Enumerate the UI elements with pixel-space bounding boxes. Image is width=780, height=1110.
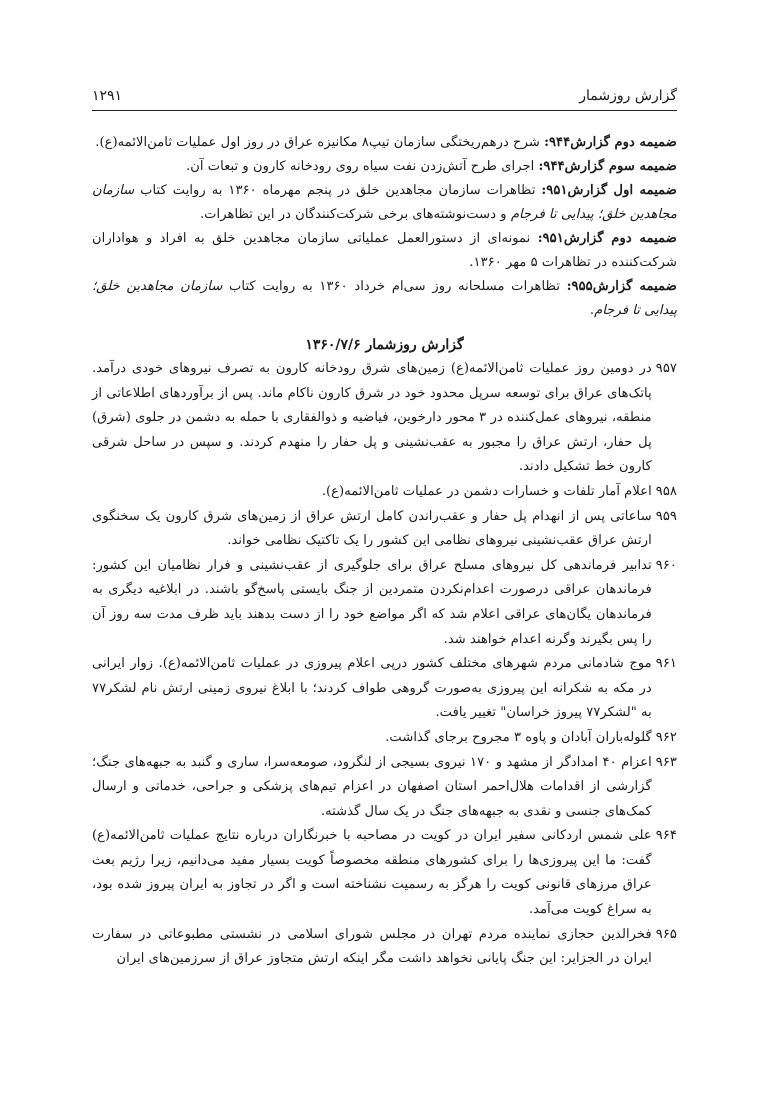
- report-entry: [92, 480, 677, 505]
- annex-text: تظاهرات سازمان مجاهدین خلق در پنجم مهرماه ۱۳۶۰ به روایت کتاب: [134, 183, 542, 198]
- report-entry: [92, 505, 677, 554]
- annex-text: اجرای طرح آتش‌زدن نفت سیاه روی رودخانه کارون و تبعات آن.: [186, 159, 539, 174]
- entry-text: تدابیر فرماندهی کل نیروهای مسلح عراق برای جلوگیری از عقب‌نشینی و فرار نظامیان این کشور: فرماندهان عراقی درصورت اعدام‌نکردن متمردین از جنگ بایستی پاسخ‌گو باشند. در ابلاغیه دیگری به فرماندهان یگان‌های عراقی اعلام شد که اگر مواضع خود را از دست بدهند باید ظرف مدت سه روز آن را پس بگیرند وگرنه اعدام خواهند شد.: [92, 557, 652, 647]
- entry-number: ۹۶۵: [655, 926, 677, 942]
- entry-number: ۹۶۲: [655, 729, 677, 745]
- entry-text: در دومین روز عملیات ثامن‌الائمه(ع) زمین‌های شرق رودخانه کارون به تصرف نیروهای خودی درآمد. پاتک‌های عراق برای توسعه سرپل محدود خود در شرق کارون ناکام ماند. پس از برآوردهای اطلاعاتی از منطقه، نیروهای عمل‌کننده در ۳ محور دارخوین، فیاضیه و ذوالفقاری با حمله به دشمن در جلوی (شرق) پل حفار، ارتش عراق را مجبور به عقب‌نشینی و پل حفار را منهدم کردند. و سپس در ساحل شرقی کارون خط تشکیل دادند.: [92, 361, 652, 475]
- entry-number: ۹۵۷: [655, 361, 677, 376]
- section-title: گزارش روزشمار ۱۳۶۰/۷/۶: [305, 337, 464, 353]
- annex-label: ضمیمه گزارش۹۵۵:: [566, 279, 677, 294]
- report-entry: [92, 652, 677, 726]
- report-entry: [92, 824, 677, 922]
- report-entry: [92, 357, 677, 480]
- annex-label: ضمیمه اول گزارش۹۵۱:: [541, 183, 677, 198]
- annex-text-after: و دست‌نوشته‌های برخی شرکت‌کنندگان در این تظاهرات.: [199, 207, 511, 222]
- entry-number: ۹۵۹: [655, 508, 677, 524]
- annex-text: نمونه‌ای از دستورالعمل عملیاتی سازمان مجاهدین خلق به افراد و هواداران شرکت‌کننده در تظاهرات ۵ مهر ۱۳۶۰.: [92, 231, 677, 270]
- document-page: [92, 88, 677, 972]
- report-entry: [92, 923, 677, 972]
- annex-item: [92, 155, 677, 179]
- annex-label: ضمیمه دوم گزارش۹۵۱:: [537, 231, 677, 246]
- entry-number: ۹۶۰: [655, 557, 677, 573]
- entry-number: ۹۵۸: [655, 483, 677, 499]
- entry-text: اعلام آمار تلفات و خسارات دشمن در عملیات ثامن‌الائمه(ع).: [321, 483, 652, 499]
- entry-number: ۹۶۱: [655, 656, 677, 672]
- entry-list: [92, 357, 677, 972]
- entry-number: ۹۶۳: [655, 754, 677, 770]
- annex-label: ضمیمه سوم گزارش۹۴۴:: [538, 159, 677, 174]
- report-entry: [92, 751, 677, 825]
- annex-list: [92, 131, 677, 323]
- entry-text: علی شمس اردکانی سفیر ایران در کویت در مصاحبه با خبرنگاران درباره نتایج عملیات ثامن‌الائمه(ع) گفت: ما این پیروزی‌ها را برای کشورهای منطقه مخصوصاً کویت بسیار مفید می‌دانیم، زیرا رژیم بعث عراق مرزهای قانونی کویت را هرگز به رسمیت نشناخته است و اگر در تجاوز به ایران پیروز شده بود، به سراغ کویت می‌آمد.: [92, 828, 652, 918]
- annex-text-after: .: [589, 303, 595, 318]
- page-header: [92, 88, 677, 111]
- report-entry: [92, 554, 677, 652]
- annex-book-title: سازمان مجاهدین خلق؛ پیدایی تا فرجام: [92, 279, 677, 318]
- running-title: گزارش روزشمار: [579, 88, 677, 104]
- annex-text: شرح درهم‌ریختگی سازمان تیپ۸ مکانیزه عراق در روز اول عملیات ثامن‌الائمه(ع).: [95, 135, 545, 150]
- entry-text: اعزام ۴۰ امدادگر از مشهد و ۱۷۰ نیروی بسیجی از لنگرود، صومعه‌سرا، ساری و گنبد به جبهه‌های جنگ؛ گزارشی از اقدامات هلال‌احمر استان اصفهان در اعزام تیم‌های پزشکی و جراحی، خدماتی و ارسال کمک‌های جنسی و نقدی به جبهه‌های جنگ در یک سال گذشته.: [92, 754, 652, 819]
- entry-text: فخرالدین حجازی نماینده مردم تهران در مجلس شورای اسلامی در نشستی مطبوعاتی در سفارت ایران در الجزایر: این جنگ پایانی نخواهد داشت مگر اینکه ارتش متجاوز عراق از سرزمین‌های ایران: [92, 926, 652, 967]
- annex-label: ضمیمه دوم گزارش۹۴۴:: [544, 135, 677, 150]
- annex-item: [92, 179, 677, 227]
- annex-book-title: سازمان مجاهدین خلق؛ پیدایی تا فرجام: [92, 183, 677, 222]
- entry-text: ساعاتی پس از انهدام پل حفار و عقب‌راندن کامل ارتش عراق از زمین‌های شرق کارون یک سخنگوی ارتش عراق عقب‌نشینی نیروهای نظامی این کشور را یک تاکتیک نظامی خواند.: [92, 508, 652, 549]
- entry-text: گلوله‌باران آبادان و پاوه ۳ مجروح برجای گذاشت.: [385, 729, 652, 745]
- report-entry: [92, 726, 677, 751]
- annex-text: تظاهرات مسلحانه روز سی‌ام خرداد ۱۳۶۰ به روایت کتاب: [222, 279, 567, 294]
- annex-item: [92, 275, 677, 323]
- annex-item: [92, 227, 677, 275]
- entry-text: موج شادمانی مردم شهرهای مختلف کشور درپی اعلام پیروزی در عملیات ثامن‌الائمه(ع). زوار ایرانی در مکه به شکرانه این پیروزی به‌صورت گروهی طواف کردند؛ با ابلاغ نیروی زمینی ارتش نام لشکر۷۷ به "لشکر۷۷ پیروز خراسان" تغییر یافت.: [92, 656, 652, 721]
- entry-number: ۹۶۴: [655, 828, 677, 844]
- page-number: ۱۲۹۱: [92, 88, 123, 104]
- annex-item: [92, 131, 677, 155]
